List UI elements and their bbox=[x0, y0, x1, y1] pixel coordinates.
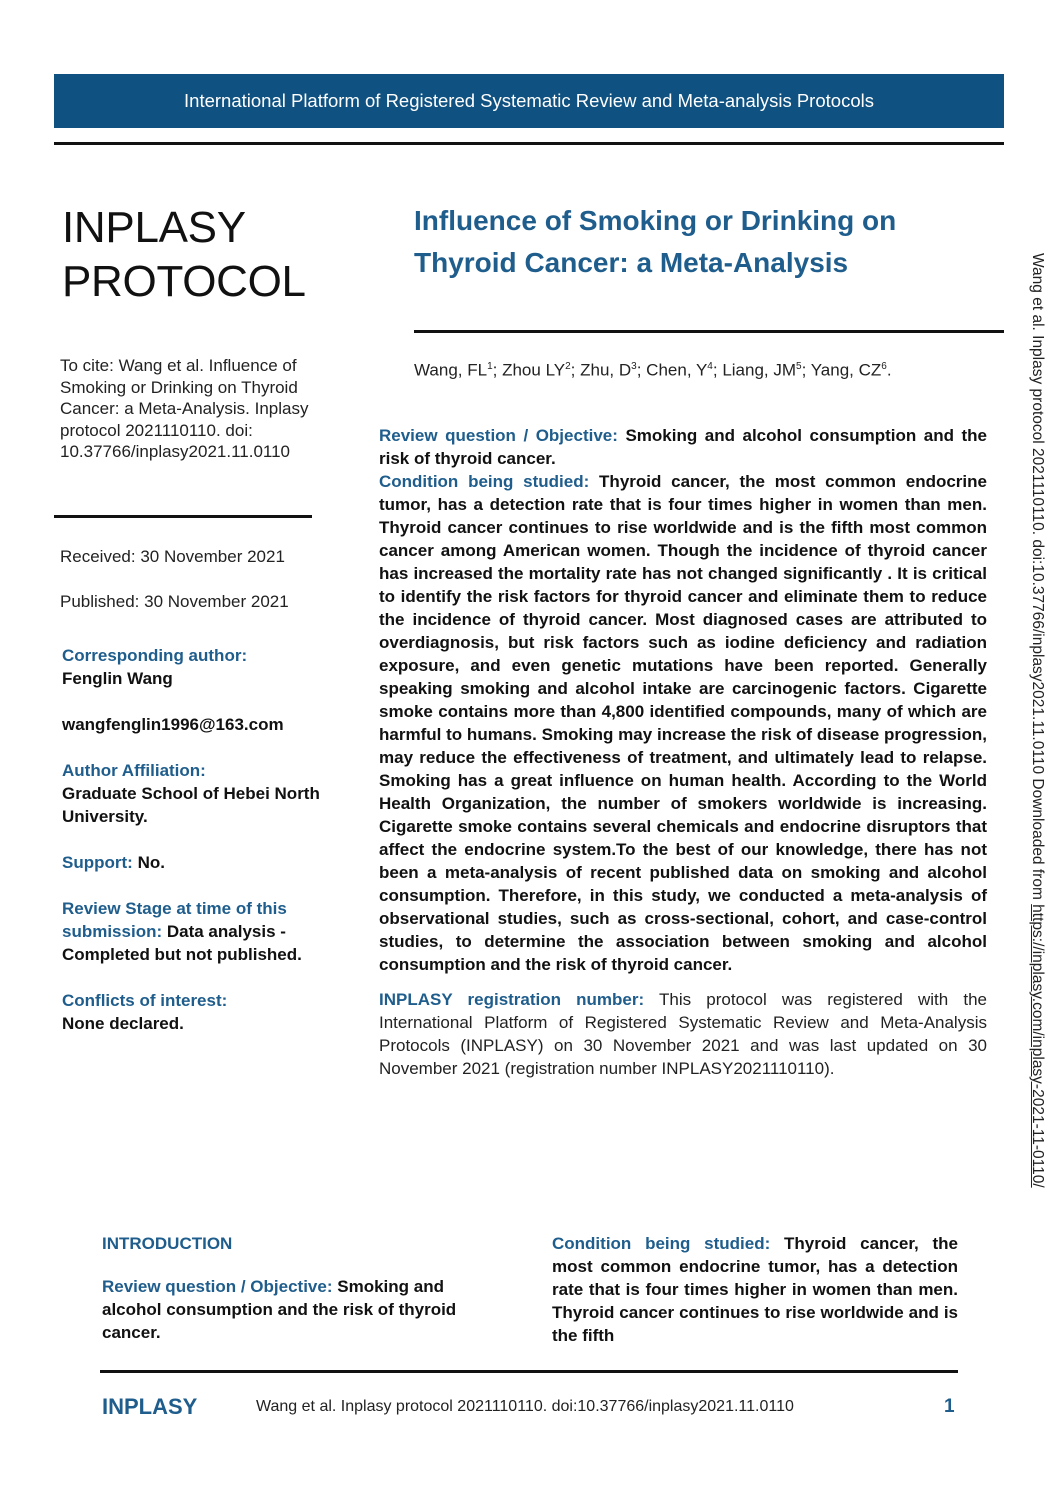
citation-rule bbox=[54, 515, 312, 518]
author-metadata bbox=[62, 644, 352, 1058]
author-separator: ; bbox=[570, 360, 581, 380]
author-affiliation-number: 5 bbox=[796, 361, 802, 372]
author-name: Liang, JM bbox=[722, 360, 797, 380]
brand-line-1: INPLASY bbox=[62, 203, 246, 252]
author-affiliation-number: 3 bbox=[631, 361, 637, 372]
title-line-1: Influence of Smoking or Drinking on bbox=[414, 205, 897, 236]
paper-title bbox=[414, 200, 994, 284]
intro-condition-text: Thyroid cancer, the most common endocrine tumor, has a detection rate that is four times higher in women than men. Thyroid cancer continues to rise worldwide and is the fifth bbox=[552, 1234, 958, 1345]
intro-condition bbox=[552, 1232, 958, 1347]
author-separator: ; bbox=[801, 360, 811, 380]
citation-block bbox=[60, 355, 330, 463]
introduction-heading: INTRODUCTION bbox=[102, 1234, 233, 1253]
abstract-objective bbox=[379, 424, 987, 470]
author-separator: ; bbox=[492, 360, 503, 380]
author-affiliation bbox=[62, 759, 352, 828]
condition-label: Condition being studied: bbox=[379, 472, 590, 491]
author-email[interactable]: wangfenglin1996@163.com bbox=[62, 715, 284, 734]
author-name: Zhou LY bbox=[502, 360, 566, 380]
intro-condition-label: Condition being studied: bbox=[552, 1234, 771, 1253]
side-download-note bbox=[1025, 253, 1049, 1373]
corresponding-label: Corresponding author: bbox=[62, 646, 248, 665]
received-date: Received: 30 November 2021 bbox=[60, 547, 285, 566]
stage-text: Data analysis - Completed but not published. bbox=[62, 922, 302, 964]
condition-text: Thyroid cancer, the most common endocrine tumor, has a detection rate that is four times higher in women than men. Thyroid cancer continues to rise worldwide and is the fifth most common cancer among American women. Though the incidence of thyroid cancer has increased the mortality rate has not changed significantly . It is critical to identify the risk factors for thyroid cancer and eliminate them to reduce the incidence of thyroid cancer. Most diagnosed cases are attributed to overdiagnosis, but risk factors such as iodine deficiency and radiation exposure, and even genetic mutations have been reported. Generally speaking smoking and alcohol intake are carcinogenic factors. Cigarette smoke contains more than 4,800 identified compounds, many of which are harmful to humans. Smoking may increase the risk of disease progression, may reduce the effectiveness of treatment, and ultimately lead to relapse. Smoking has a great influence on human health. According to the World Health Organization, the number of smokers worldwide is increasing. Cigarette smoke contains several chemicals and endocrine disruptors that affect the endocrine system.To the best of our knowledge, there has not been a meta-analysis of recent published data on smoking and alcohol consumption. Therefore, in this study, we conducted a meta-analysis of observational studies, such as cross-sectional, cohort, and case-control studies, to determine the association between smoking and alcohol consumption and the risk of thyroid cancer. bbox=[379, 472, 987, 974]
author-affiliation-number: 1 bbox=[487, 361, 493, 372]
intro-objective-text: Smoking and alcohol consumption and the risk of thyroid cancer. bbox=[102, 1277, 457, 1342]
header-banner bbox=[54, 74, 1004, 128]
header-rule bbox=[54, 142, 1004, 145]
banner-text: International Platform of Registered Systematic Review and Meta-analysis Protocols bbox=[184, 90, 874, 111]
title-line-2: Thyroid Cancer: a Meta-Analysis bbox=[414, 247, 849, 278]
author-name: Chen, Y bbox=[646, 360, 708, 380]
author-affiliation-number: 2 bbox=[565, 361, 571, 372]
citation-text: To cite: Wang et al. Influence of Smoking or Drinking on Thyroid Cancer: a Meta-Analysis. Inplasy protocol 2021110110. doi: 10.37766/inplasy2021.11.0110 bbox=[60, 356, 309, 461]
review-stage bbox=[62, 897, 352, 966]
side-note-text: Wang et al. Inplasy protocol 2021110110. doi:10.37766/inplasy2021.11.0110 Downloaded from bbox=[1029, 253, 1046, 905]
corresponding-name: Fenglin Wang bbox=[62, 669, 173, 688]
author-name: Zhu, D bbox=[580, 360, 632, 380]
author-name: Yang, CZ bbox=[810, 360, 882, 380]
side-note-link[interactable]: https://inplasy.com/inplasy-2021-11-0110/ bbox=[1029, 904, 1046, 1188]
conflicts-label: Conflicts of interest: bbox=[62, 991, 228, 1010]
intro-objective bbox=[102, 1275, 508, 1344]
author-separator: . bbox=[886, 360, 892, 380]
conflicts-of-interest bbox=[62, 989, 352, 1035]
author-affiliation-number: 6 bbox=[881, 361, 887, 372]
conflicts-text: None declared. bbox=[62, 1014, 184, 1033]
affiliation-label: Author Affiliation: bbox=[62, 761, 206, 780]
protocol-brand bbox=[62, 201, 382, 309]
footer-rule bbox=[100, 1370, 958, 1373]
registration-info bbox=[379, 988, 987, 1080]
title-rule bbox=[414, 330, 1004, 333]
introduction-right-column bbox=[552, 1232, 958, 1347]
objective-label: Review question / Objective: bbox=[379, 426, 618, 445]
dates-block bbox=[60, 546, 360, 636]
brand-line-2: PROTOCOL bbox=[62, 257, 306, 306]
author-separator: ; bbox=[712, 360, 723, 380]
abstract-column bbox=[379, 424, 987, 1080]
footer-citation: Wang et al. Inplasy protocol 2021110110. doi:10.37766/inplasy2021.11.0110 bbox=[256, 1398, 794, 1415]
support-info bbox=[62, 851, 352, 874]
registration-text: This protocol was registered with the International Platform of Registered Systematic Review and Meta-Analysis Protocols (INPLASY) on 30 November 2021 and was last updated on 30 November 2021 (registration number INPLASY2021110110). bbox=[379, 990, 987, 1078]
footer-brand: INPLASY bbox=[102, 1394, 198, 1419]
published-date: Published: 30 November 2021 bbox=[60, 592, 289, 611]
page-number: 1 bbox=[944, 1396, 955, 1417]
corresponding-author bbox=[62, 644, 352, 690]
affiliation-text: Graduate School of Hebei North University. bbox=[62, 784, 320, 826]
author-affiliation-number: 4 bbox=[707, 361, 713, 372]
support-text: No. bbox=[137, 853, 165, 872]
registration-label: INPLASY registration number: bbox=[379, 990, 645, 1009]
support-label: Support: bbox=[62, 853, 133, 872]
author-separator: ; bbox=[636, 360, 647, 380]
abstract-condition bbox=[379, 470, 987, 976]
stage-label: Review Stage at time of this submission: bbox=[62, 899, 287, 941]
author-name: Wang, FL bbox=[414, 360, 488, 380]
intro-objective-label: Review question / Objective: bbox=[102, 1277, 333, 1296]
objective-text: Smoking and alcohol consumption and the risk of thyroid cancer. bbox=[379, 426, 987, 468]
author-list bbox=[414, 355, 994, 383]
introduction-left-column bbox=[102, 1232, 508, 1344]
